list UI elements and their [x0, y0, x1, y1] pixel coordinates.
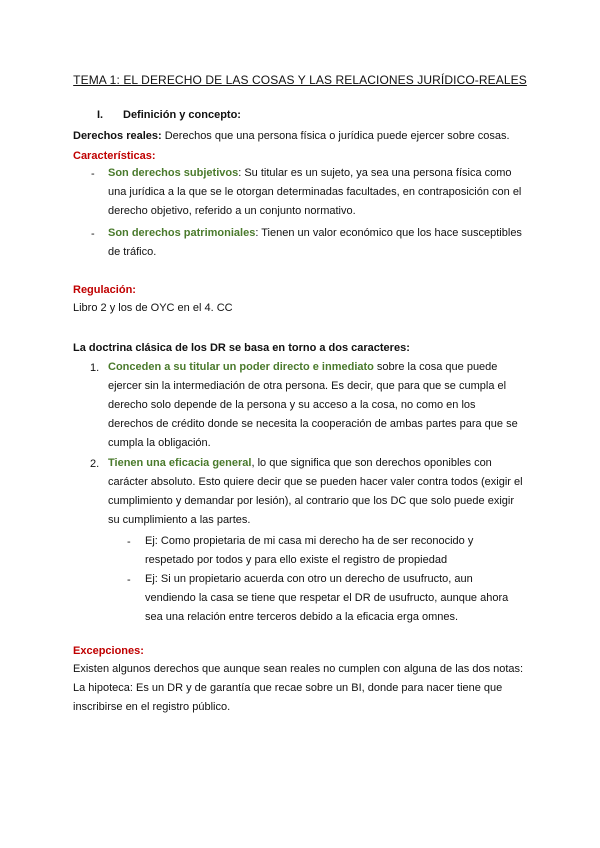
item-text-line: inscribirse en el registro público. [73, 701, 231, 713]
item-text-line: : Su titular es un sujeto, ya sea una persona física como [238, 167, 512, 179]
item-term: Son derechos patrimoniales [108, 227, 256, 239]
list-item [108, 358, 518, 453]
item-text-line: de tráfico. [108, 246, 157, 258]
caracteristicas-heading: Características: [73, 150, 156, 162]
list-number: 2. [90, 458, 100, 470]
example-item [145, 570, 508, 627]
excepciones-heading: Excepciones: [73, 645, 144, 657]
page-title: TEMA 1: EL DERECHO DE LAS COSAS Y LAS RELACIONES JURÍDICO-REALES [73, 73, 527, 87]
item-text-line: cumpla la obligación. [108, 437, 211, 449]
list-item [108, 224, 522, 262]
list-marker: - [91, 168, 95, 180]
item-text-line: derechos de crédito donde se necesita la cooperación de ambas partes para que se [108, 418, 518, 430]
item-text-line: , lo que significa que son derechos oponibles con [251, 457, 492, 469]
item-text-line: derecho objetivo, referido a un conjunto normativo. [108, 205, 356, 217]
definition-text: Derechos que una persona física o jurídica puede ejercer sobre cosas. [161, 130, 510, 142]
item-text-line: Ej: Si un propietario acuerda con otro un derecho de usufructo, aun [145, 573, 473, 585]
item-text-line: sea una relación entre terceros debido a la eficacia erga omnes. [145, 611, 459, 623]
regulacion-text: Libro 2 y los de OYC en el 4. CC [73, 302, 233, 314]
list-item [108, 164, 521, 221]
item-term: Tienen una eficacia general [108, 457, 252, 469]
list-marker: - [127, 574, 131, 586]
definition-term: Derechos reales: [73, 130, 162, 142]
item-text-line: una jurídica a la que se le otorgan determinadas facultades, en contraposición con el [108, 186, 522, 198]
item-text-line: Ej: Como propietaria de mi casa mi derecho ha de ser reconocido y [145, 535, 474, 547]
list-number: 1. [90, 362, 100, 374]
item-text-line: sobre la cosa que puede [373, 361, 498, 373]
item-text-line: La hipoteca: Es un DR y de garantía que recae sobre un BI, donde para nacer tiene que [73, 682, 503, 694]
section-heading: Definición y concepto: [123, 109, 241, 121]
item-text-line: Existen algunos derechos que aunque sean reales no cumplen con alguna de las dos notas: [73, 663, 524, 675]
item-text-line: carácter absoluto. Esto quiere decir que se pueden hacer valer contra todos (exigir el [108, 476, 523, 488]
item-text-line: respetado por todos y para ello existe el registro de propiedad [145, 554, 448, 566]
section-number: I. [97, 109, 104, 121]
item-text-line: cumplimiento y demandar por lesión), al contrario que los DC que solo puede exigir [108, 495, 514, 507]
excepciones-paragraph [73, 660, 523, 717]
item-text-line: ejercer sin la intermediación de otra persona. Es decir, que para que se cumpla el [108, 380, 507, 392]
regulacion-heading: Regulación: [73, 284, 136, 296]
list-marker: - [127, 536, 131, 548]
example-item [145, 532, 473, 570]
item-text-line: : Tienen un valor económico que los hace susceptibles [255, 227, 522, 239]
item-term: Son derechos subjetivos [108, 167, 239, 179]
item-term: Conceden a su titular un poder directo e inmediato [108, 361, 374, 373]
doctrina-heading: La doctrina clásica de los DR se basa en torno a dos caracteres: [73, 342, 410, 354]
definition-paragraph [73, 128, 510, 144]
list-marker: - [91, 228, 95, 240]
item-text-line: vendiendo la casa se tiene que respetar el DR de usufructo, aunque ahora [145, 592, 509, 604]
item-text-line: derecho solo depende de la persona y su acceso a la cosa, no como en los [108, 399, 476, 411]
list-item [108, 454, 523, 530]
item-text-line: su cumplimiento a las partes. [108, 514, 251, 526]
